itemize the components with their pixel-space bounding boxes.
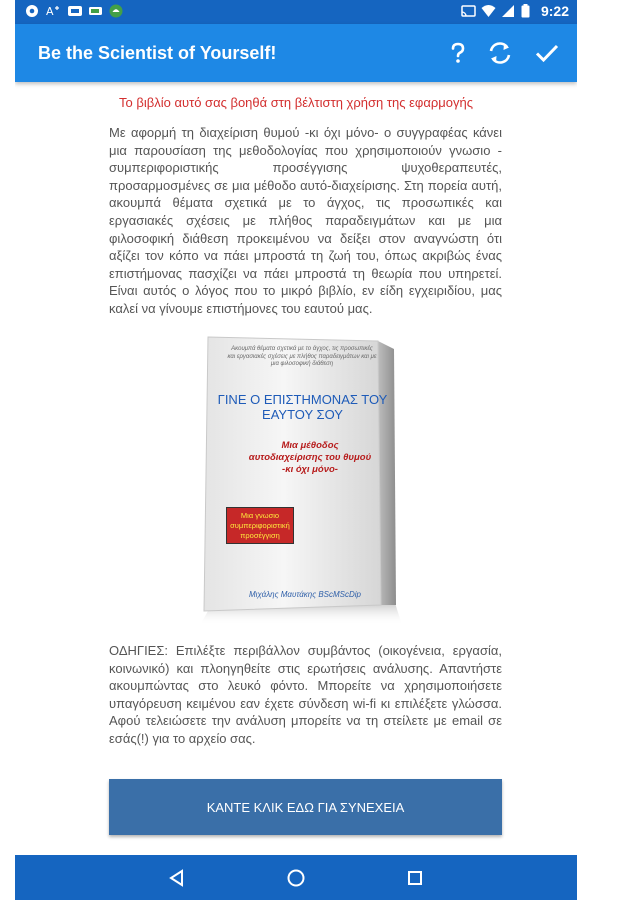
book-subtitle-line: Μια μέθοδος <box>281 440 339 451</box>
book-cover-subtitle <box>245 440 375 476</box>
help-icon[interactable] <box>443 38 473 68</box>
status-time: 9:22 <box>540 3 569 19</box>
svg-text:A: A <box>46 5 54 18</box>
settings-icon <box>25 4 39 18</box>
app-title: Be the Scientist of Yourself! <box>38 43 277 63</box>
badge-line: Μια γνωσιο <box>240 511 280 520</box>
signal-icon <box>501 4 515 18</box>
book-cover-title: ΓΙΝΕ Ο ΕΠΙΣΤΗΜΟΝΑΣ ΤΟΥ ΕΑΥΤΟΥ ΣΟΥ <box>217 392 388 422</box>
book-subtitle-line: -κι όχι μόνο- <box>282 464 338 475</box>
book-cover-author: Μιχάλης Μαυτάκης BScMScDip <box>248 590 362 599</box>
back-icon[interactable] <box>164 865 190 891</box>
book-intro-subtitle: Το βιβλίο αυτό σας βοηθά στη βέλτιστη χρήση της εφαρμογής <box>119 95 473 110</box>
device-screen <box>15 0 577 900</box>
book-cover-blurb: Ακουμπά θέματα σχετικά με το άγχος, τις προσωπικές και εργασιακές σχέσεις με πλήθος παραδειγμάτων και με μια φιλοσοφική διάθεση <box>227 346 377 367</box>
app-bar <box>15 24 577 82</box>
book-cover-image <box>200 335 405 625</box>
continue-button-label: ΚΑΝΤΕ ΚΛΙΚ ΕΔΩ ΓΙΑ ΣΥΝΕΧΕΙΑ <box>206 799 405 815</box>
wifi-icon <box>481 4 495 18</box>
cast-icon <box>461 4 475 18</box>
status-left-icons <box>25 4 123 18</box>
continue-button[interactable] <box>109 779 502 835</box>
main-content <box>15 82 577 855</box>
recents-icon[interactable] <box>402 865 428 891</box>
home-icon[interactable] <box>283 865 309 891</box>
font-accessibility-icon <box>46 4 60 18</box>
book-subtitle-line: αυτοδιαχείρισης του θυμού <box>248 452 372 463</box>
sync-icon[interactable] <box>485 38 515 68</box>
notification-badge-icon <box>67 4 81 18</box>
book-cover-badge <box>226 507 294 544</box>
badge-line: συμπεριφοριστική <box>230 521 290 530</box>
book-description: Με αφορμή τη διαχείριση θυμού -κι όχι μόνο- ο συγγραφέας κάνει μια παρουσίαση της μεθοδολογίας που χρησιμοποιούν γνωσιο - συμπεριφοριστικής προσέγγισης ψυχοθεραπευτές, προσαρμοσμένες σε μια μέθοδο αυτό-διαχείρισης. Στη πορεία αυτή, ακουμπά θέματα σχετικά με το άγχος, τις προσωπικές και εργασιακές σχέσεις με πλήθος παραδειγμάτων και με μια φιλοσοφική διάθεση προκειμένου να δείξει στον αναγνώστη ότι αξίζει τον κόπο να πάει μπροστά τη ζωή του, όπως ακριβώς ένας επιστήμονας πασχίζει να πάει μπροστά τη θεωρία που υπηρετεί. Είναι αυτός ο λόγος που το μικρό βιβλίο, εν είδη εγχειριδίου, μας καλεί να γίνουμε επιστήμονες του εαυτού μας. <box>109 125 502 316</box>
check-icon[interactable] <box>532 38 562 68</box>
android-icon <box>109 4 123 18</box>
instructions-text: ΟΔΗΓΙΕΣ: Επιλέξτε περιβάλλον συμβάντος (οικογένεια, εργασία, κοινωνικό) και πλοηγηθείτε στις ερωτήσεις ανάλυσης. Απαντήστε ακουμπώντας στο λευκό φόντο. Μπορείτε να χρησιμοποιήσετε υπαγόρευση κειμένου εαν έχετε σύνδεση wi-fi κι επιλέξετε γλώσσα. Αφού τελειώσετε την ανάλυση μπορείτε να τη στείλετε με email σε εσάς(!) για το αρχείο σας. <box>109 643 502 746</box>
system-nav-bar <box>15 855 577 900</box>
badge-line: προσέγγιση <box>240 531 280 540</box>
status-bar <box>15 0 577 24</box>
status-right-icons <box>461 3 569 19</box>
battery-icon <box>521 4 535 18</box>
battery-app-icon <box>88 4 102 18</box>
